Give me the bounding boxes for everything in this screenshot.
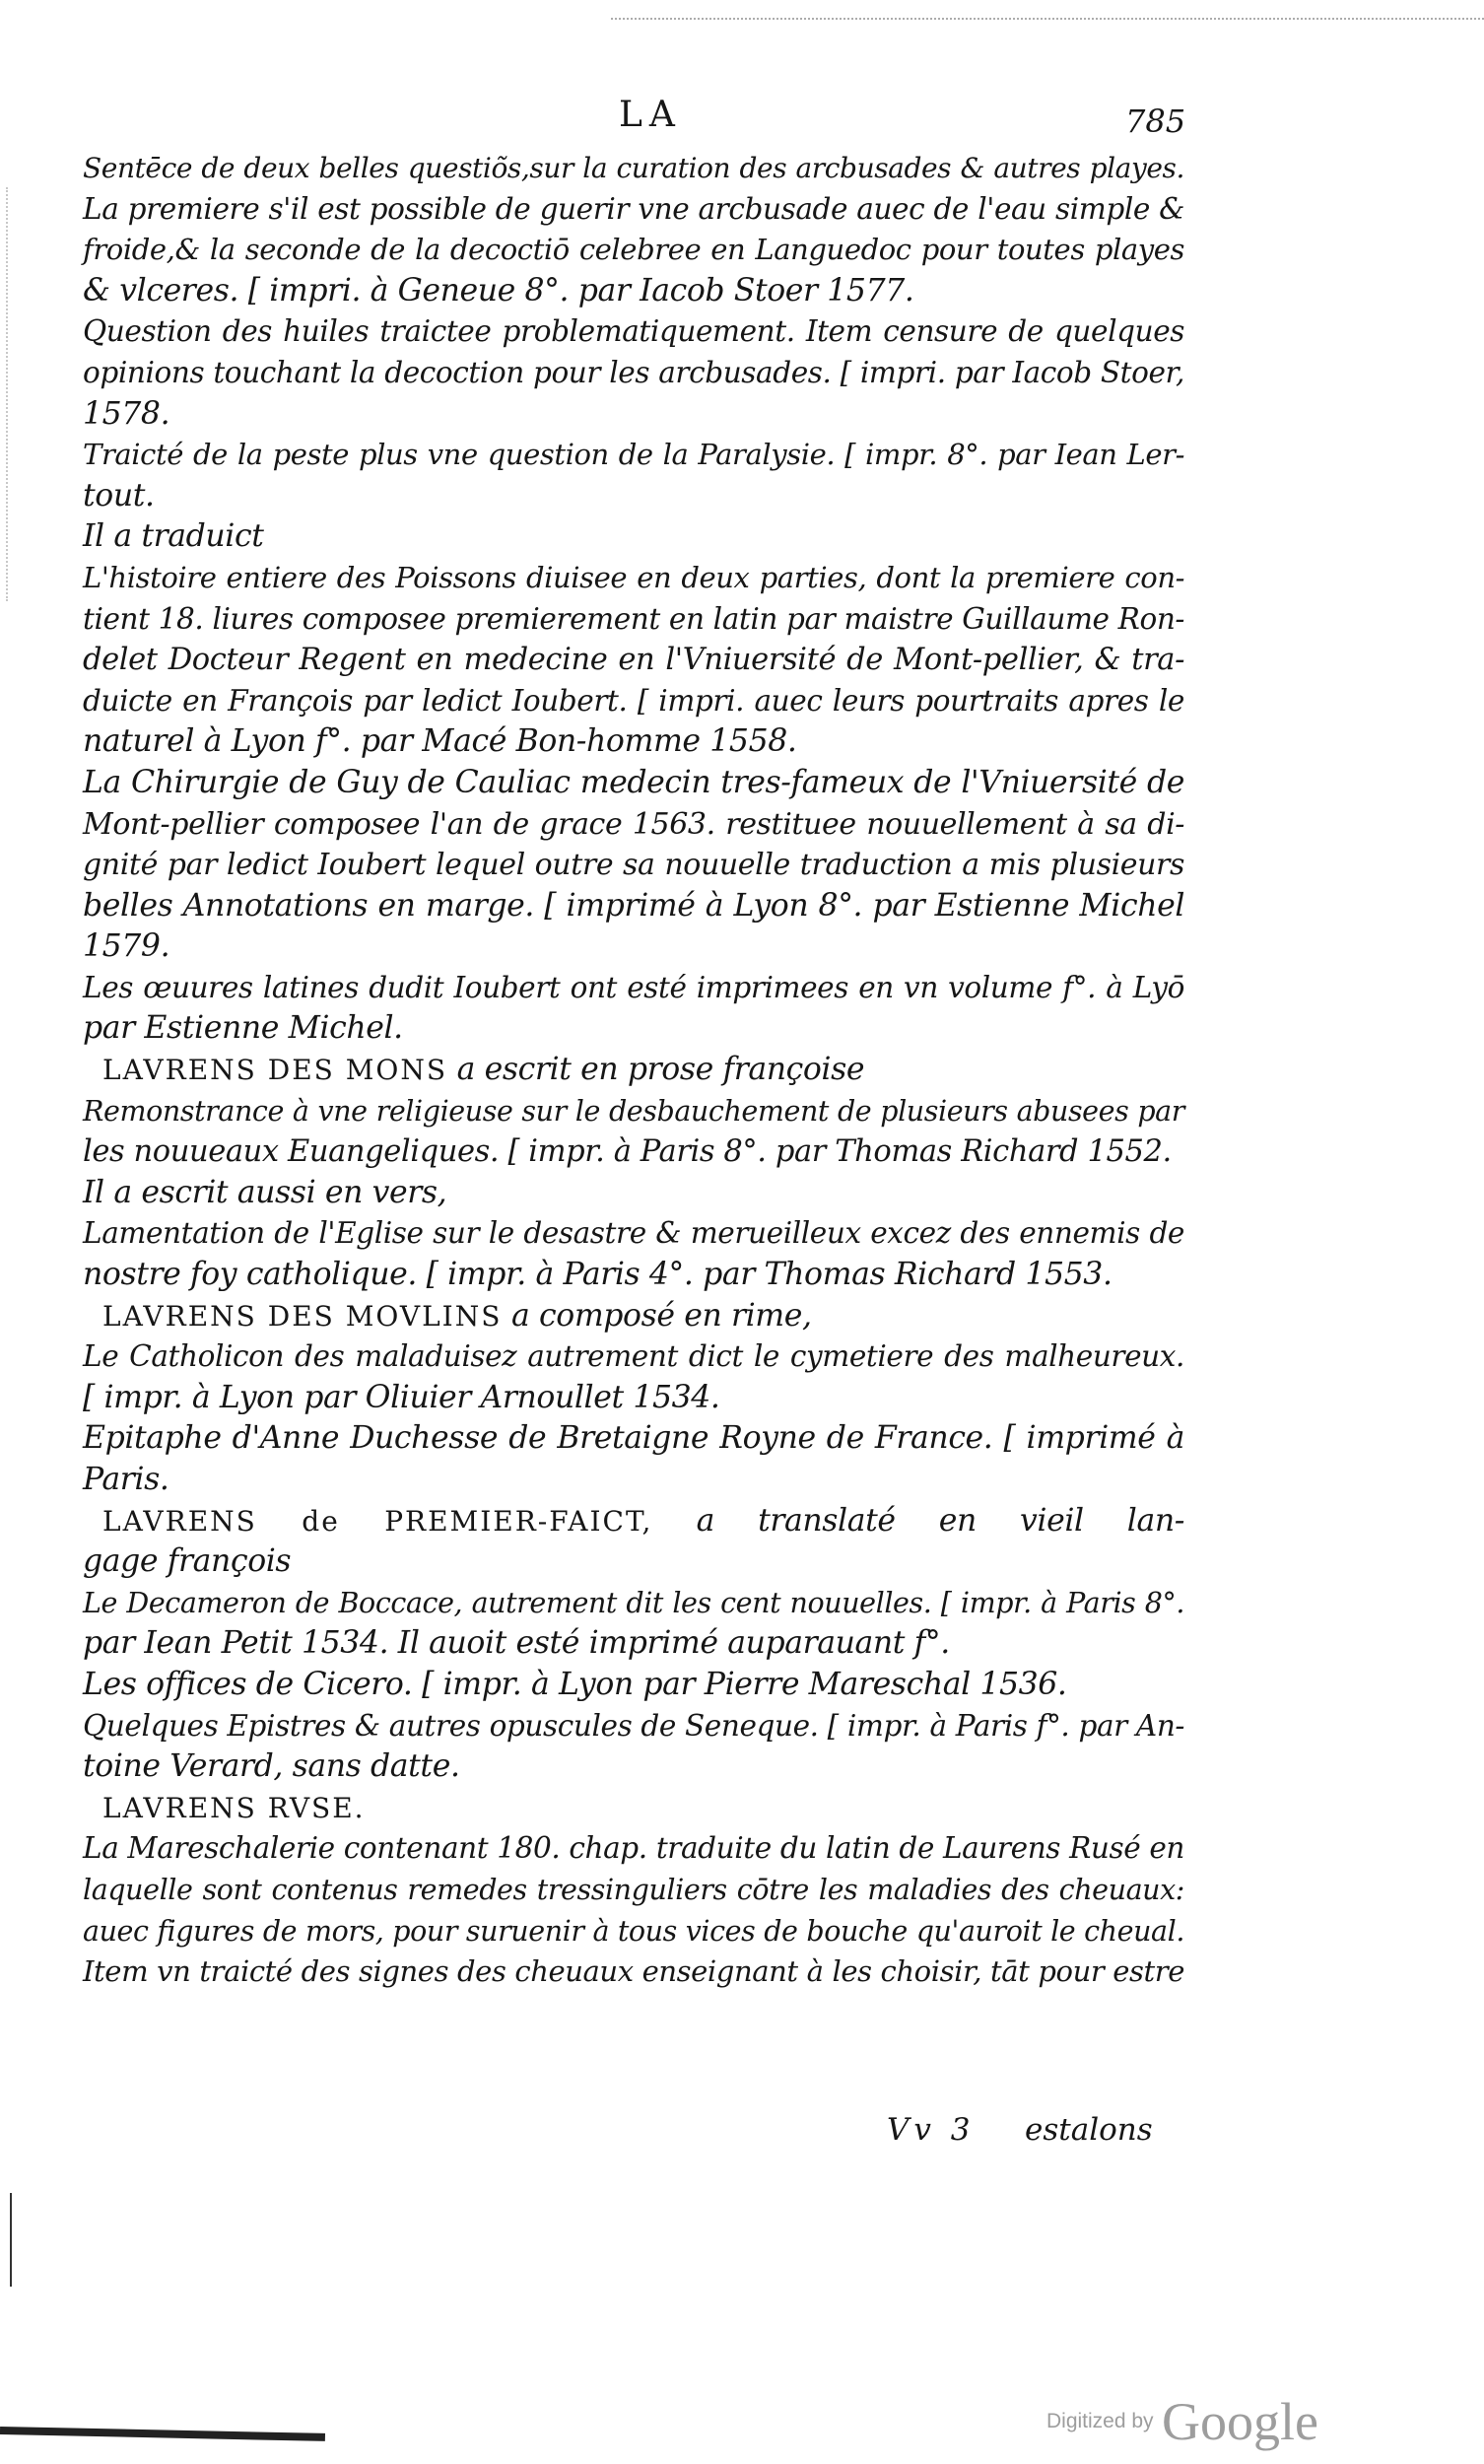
line-text: L'histoire entiere des Poissons diuisee en deux parties, dont la premiere con- — [83, 560, 1184, 594]
page-edge-bottom — [0, 2427, 325, 2441]
line-text: Mont-pellier composee l'an de grace 1563. restituee nouuellement à sa di- — [83, 806, 1184, 842]
line-text: Quelques Epistres & autres opuscules de Seneque. [ impr. à Paris f°. par An- — [83, 1708, 1184, 1743]
line-text: par Estienne Michel. — [83, 1010, 403, 1047]
line-text: naturel à Lyon f°. par Macé Bon-homme 1558. — [83, 723, 797, 760]
line-text: Sentēce de deux belles questiõs,sur la curation des arcbusades & autres playes. — [83, 152, 1184, 184]
text-line — [83, 1583, 1184, 1624]
text-line — [83, 1213, 1184, 1255]
text-line — [83, 926, 1184, 968]
text-line — [83, 1131, 1184, 1173]
text-line — [83, 516, 1184, 558]
text-line — [83, 476, 1184, 517]
text-line — [83, 721, 1184, 763]
text-line — [83, 1460, 1184, 1501]
text-line — [83, 148, 1184, 189]
entry-heading-line — [83, 1296, 1184, 1337]
text-line — [83, 1623, 1184, 1665]
margin-mark — [10, 2193, 12, 2287]
signature-mark: Vv 3 — [887, 2112, 976, 2148]
text-line — [83, 763, 1184, 804]
text-line — [83, 271, 1184, 312]
line-text: Lamentation de l'Eglise sur le desastre & merueilleux excez des ennemis de — [83, 1216, 1184, 1251]
text-line — [83, 353, 1184, 394]
text-line — [83, 845, 1184, 886]
line-text: opinions touchant la decoction pour les arcbusades. [ impri. par Iacob Stoer, — [83, 355, 1184, 389]
text-line — [83, 189, 1184, 231]
digitized-by-label: Digitized by — [1046, 2410, 1154, 2432]
text-line — [83, 1255, 1184, 1296]
line-text: belles Annotations en marge. [ imprimé à Lyon 8°. par Estienne Michel — [83, 887, 1184, 924]
text-line — [83, 1706, 1184, 1747]
line-text: Les offices de Cicero. [ impr. à Lyon par Pierre Mareschal 1536. — [83, 1666, 1067, 1702]
text-block — [83, 148, 1184, 1993]
line-text: Paris. — [83, 1462, 169, 1497]
line-text: La premiere s'il est possible de guerir vne arcbusade auec de l'eau simple & — [83, 191, 1184, 226]
author-name: LAVRENS DES MOVLINS — [102, 1299, 503, 1333]
text-line — [83, 1951, 1184, 1993]
text-line — [83, 558, 1184, 599]
text-line — [83, 394, 1184, 436]
line-text: froide,& la seconde de la decoctiō celebree en Languedoc pour toutes playes — [83, 233, 1184, 267]
digitized-watermark — [1046, 2391, 1318, 2460]
line-text: La Mareschalerie contenant 180. chap. traduite du latin de Laurens Rusé en — [83, 1831, 1184, 1866]
page-footer — [0, 2112, 1484, 2156]
line-text: Traicté de la peste plus vne question de la Paralysie. [ impr. 8°. par Iean Ler- — [83, 438, 1184, 472]
running-head — [0, 95, 1484, 144]
line-text: 1578. — [83, 395, 170, 432]
line-text: gage françois — [83, 1543, 292, 1580]
text-line — [83, 681, 1184, 722]
page-number: 785 — [1125, 103, 1186, 140]
text-line — [83, 1746, 1184, 1788]
line-text: tout. — [83, 477, 155, 513]
text-line — [83, 1870, 1184, 1911]
line-text: Le Decameron de Boccace, autrement dit les cent nouuelles. [ impr. à Paris 8°. — [83, 1586, 1184, 1619]
text-line — [83, 1091, 1184, 1132]
line-text: par Iean Petit 1534. Il auoit esté imprimé auparauant f°. — [83, 1625, 950, 1662]
text-line — [83, 230, 1184, 271]
text-line — [83, 1541, 1184, 1583]
line-text: 1579. — [83, 928, 170, 965]
line-text: nostre foy catholique. [ impr. à Paris 4°. par Thomas Richard 1553. — [83, 1257, 1113, 1293]
line-text: les nouueaux Euangeliques. [ impr. à Paris 8°. par Thomas Richard 1552. — [83, 1134, 1172, 1170]
entry-heading-line — [83, 1788, 1184, 1829]
line-text: Question des huiles traictee problematiquement. Item censure de quelques — [83, 314, 1184, 349]
line-text: Le Catholicon des maladuisez autrement dict le cymetiere des malheureux. — [83, 1339, 1184, 1374]
author-name: LAVRENS DES MONS — [102, 1054, 448, 1087]
line-text: Epitaphe d'Anne Duchesse de Bretaigne Royne de France. [ imprimé à — [83, 1420, 1184, 1457]
line-text: & vlceres. [ impri. à Geneue 8°. par Iacob Stoer 1577. — [83, 272, 914, 308]
line-text: Il a escrit aussi en vers, — [83, 1174, 447, 1210]
text-line — [83, 311, 1184, 353]
line-text: [ impr. à Lyon par Oliuier Arnoullet 1534. — [83, 1379, 720, 1415]
text-line — [83, 640, 1184, 681]
text-line — [83, 804, 1184, 846]
line-text: Remonstrance à vne religieuse sur le desbauchement de plusieurs abusees par — [83, 1094, 1184, 1128]
line-text: a escrit en prose françoise — [447, 1052, 865, 1088]
text-line — [83, 1418, 1184, 1460]
line-text: auec figures de mors, pour suruenir à tous vices de bouche qu'auroit le cheual. — [83, 1914, 1184, 1948]
text-line — [83, 1336, 1184, 1378]
text-line — [83, 968, 1184, 1009]
line-text: toine Verard, sans datte. — [83, 1748, 460, 1785]
author-name: LAVRENS RVSE. — [102, 1791, 366, 1824]
line-text: duicte en François par ledict Ioubert. [ impri. auec leurs pourtraits apres le — [83, 683, 1184, 718]
line-text: a composé en rime, — [502, 1297, 812, 1334]
text-line — [83, 1911, 1184, 1952]
google-logo: Google — [1162, 2392, 1318, 2451]
catchword: estalons — [1025, 2112, 1153, 2148]
line-text: tient 18. liures composee premierement en latin par maistre Guillaume Ron- — [83, 601, 1184, 636]
line-text: a translaté en vieil lan- — [652, 1502, 1184, 1539]
line-text: Les œuures latines dudit Ioubert ont esté imprimees en vn volume f°. à Lyō — [83, 970, 1184, 1004]
page-edge-left — [6, 187, 16, 601]
text-line — [83, 1378, 1184, 1419]
text-line — [83, 1173, 1184, 1214]
entry-heading-line — [83, 1501, 1184, 1542]
line-text: laquelle sont contenus remedes tressinguliers cōtre les maladies des cheuaux: — [83, 1873, 1184, 1906]
text-line — [83, 1665, 1184, 1706]
line-text: Item vn traicté des signes des cheuaux enseignant à les choisir, tāt pour estre — [83, 1954, 1184, 1989]
line-text: Il a traduict — [83, 518, 264, 555]
text-line — [83, 886, 1184, 927]
text-line — [83, 599, 1184, 641]
line-text: La Chirurgie de Guy de Cauliac medecin tres-fameux de l'Vniuersité de — [83, 764, 1184, 800]
text-line — [83, 435, 1184, 476]
text-line — [83, 1828, 1184, 1870]
page-edge-top — [611, 0, 1484, 20]
line-text: gnité par ledict Ioubert lequel outre sa nouuelle traduction a mis plusieurs — [83, 848, 1184, 883]
running-title: LA — [619, 95, 682, 135]
author-name: LAVRENS de PREMIER-FAICT, — [102, 1504, 653, 1538]
entry-heading-line — [83, 1050, 1184, 1091]
text-line — [83, 1008, 1184, 1050]
line-text: delet Docteur Regent en medecine en l'Vniuersité de Mont-pellier, & tra- — [83, 643, 1184, 678]
